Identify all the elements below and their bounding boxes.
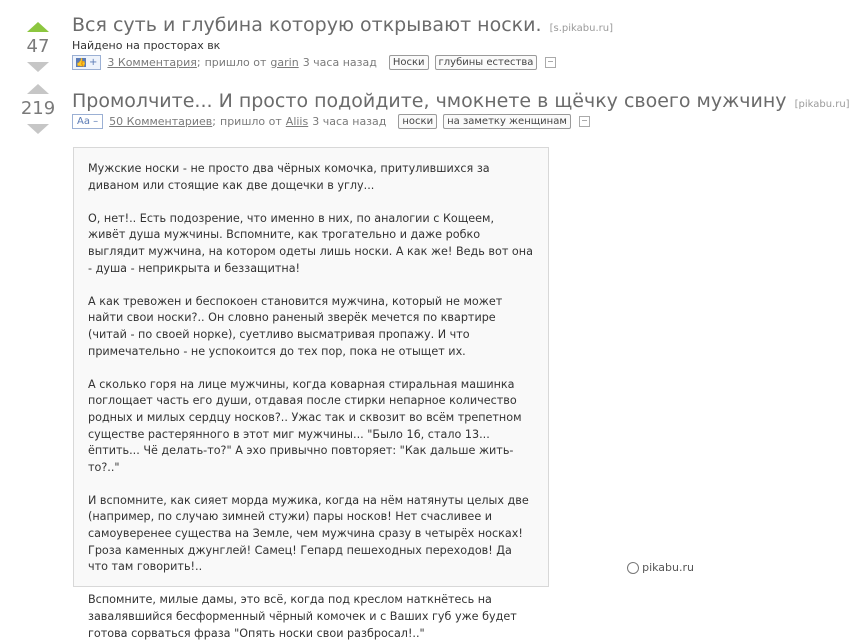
comments-link[interactable]: 50 Комментариев xyxy=(109,115,213,128)
story-text-panel xyxy=(73,147,549,640)
thumbs-up-icon: 👍 xyxy=(76,58,86,67)
tag-link[interactable]: на заметку женщинам xyxy=(443,114,571,129)
post-meta: Аа – 50 Комментариев ; пришло от Aliis 3 часа назад носки на заметку женщинам xyxy=(72,114,590,129)
post-time: 3 часа назад xyxy=(312,115,387,128)
share-like-button[interactable]: 👍 + xyxy=(72,55,101,70)
vote-block-post1 xyxy=(18,22,58,72)
vote-block-post2 xyxy=(18,84,58,134)
pikabu-logo-icon xyxy=(627,562,639,574)
post-title-link[interactable]: Промолчите... И просто подойдите, чмокнете в щёчку своего мужчину xyxy=(72,90,787,112)
post-title-link[interactable]: Вся суть и глубина которую открывают носки. xyxy=(72,14,542,36)
author-link[interactable]: Aliis xyxy=(285,115,309,128)
story-paragraph: Мужские носки - не просто два чёрных комочка, притулившихся за диваном или стоящие как две дощечки в углу... xyxy=(88,162,490,192)
post-meta: 👍 + 3 Комментария ; пришло от garin 3 часа назад Носки глубины естества xyxy=(72,55,556,70)
upvote-arrow-icon[interactable] xyxy=(27,84,49,94)
post-domain: [pikabu.ru] xyxy=(794,99,850,110)
tag-link[interactable]: носки xyxy=(398,114,437,129)
comments-link[interactable]: 3 Комментария xyxy=(107,56,197,69)
downvote-arrow-icon[interactable] xyxy=(27,124,49,134)
upvote-arrow-icon[interactable] xyxy=(27,22,49,32)
post-description: Найдено на просторах вк xyxy=(72,39,221,52)
site-watermark: pikabu.ru xyxy=(627,561,694,574)
downvote-arrow-icon[interactable] xyxy=(27,62,49,72)
font-size-button[interactable]: Аа – xyxy=(72,114,103,129)
tag-link[interactable]: глубины естества xyxy=(435,55,538,70)
save-icon[interactable] xyxy=(545,57,556,68)
post-time: 3 часа назад xyxy=(302,56,377,69)
tag-link[interactable]: Носки xyxy=(389,55,429,70)
post-title-row xyxy=(72,14,613,36)
post-score: 47 xyxy=(26,36,50,57)
story-paragraph: Вспомните, милые дамы, это всё, когда под креслом наткнётесь на завалявшийся бесформенный чёрный комочек и с Ваших губ уже будет готова сорваться фраза "Опять носки свои разбросал!.." xyxy=(88,593,517,640)
post-domain: [s.pikabu.ru] xyxy=(549,23,614,34)
post-title-row xyxy=(72,90,850,112)
story-paragraph: А как тревожен и беспокоен становится мужчина, который не может найти свои носки?.. Он словно раненый зверёк мечется по квартире (читай - по своей норке), суетливо высматривая пропажу. И что примечательно - не успокоится до тех пор, пока не отыщет их. xyxy=(88,294,503,358)
story-paragraph: А сколько горя на лице мужчины, когда коварная стиральная машинка поглощает часть его души, отдавая после стирки непарное количество родных и милых сердцу носков?.. Ужас так и сквозит во всём трепетном существе растерянного в этот миг мужчины... "Было 16, стало 13... ёптить... Чё делать-то?" А эхо привычно повторяет: "Как дальше жить-то?.." xyxy=(88,377,522,474)
save-icon[interactable] xyxy=(579,116,590,127)
story-paragraph: И вспомните, как сияет морда мужика, когда на нём натянуты целых две (например, по случаю зимней стужи) пары носков! Нет счасливее и самоуверенее существа на Земле, чем мужчина сразу в четырёх носках! Гроза каменных джунглей! Самец! Гепард пешеходных переходов! Да что там говорить!.. xyxy=(88,493,529,574)
author-link[interactable]: garin xyxy=(270,56,299,69)
story-paragraph: О, нет!.. Есть подозрение, что именно в них, по аналогии с Кощеем, живёт душа мужчины. Вспомните, как трогательно и даже робко выглядит мужчина, на котором одеты лишь носки. А как же! Ведь вот она - душа - неприкрыта и беззащитна! xyxy=(88,211,533,275)
post-score: 219 xyxy=(20,98,56,119)
